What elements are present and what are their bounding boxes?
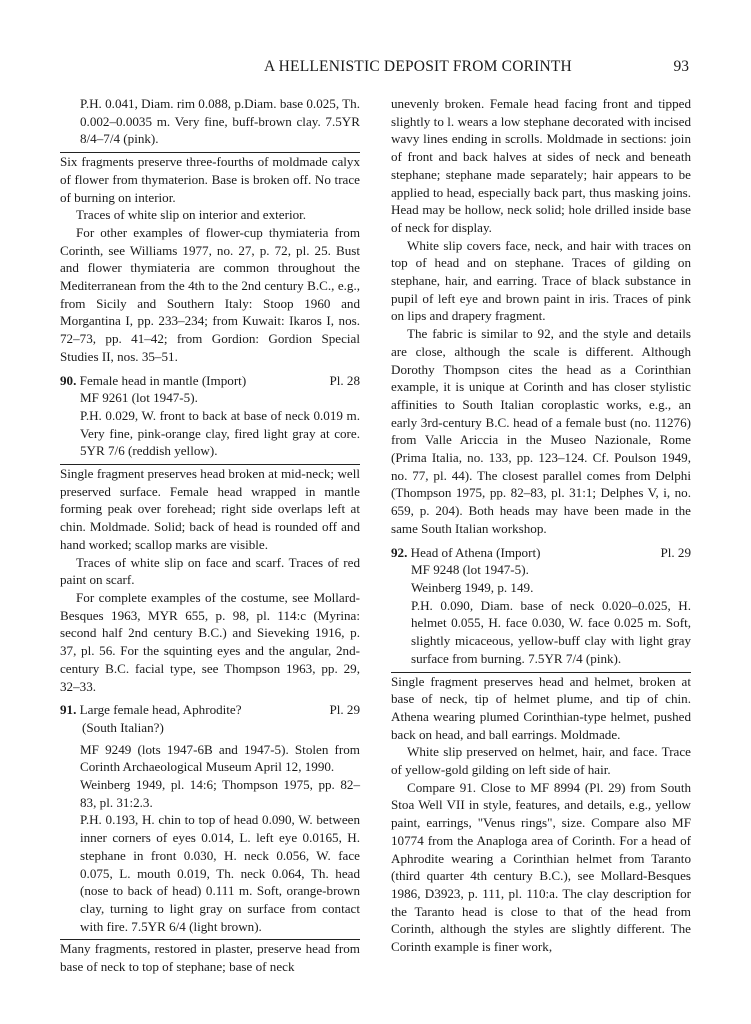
entry-89-comparanda: For other examples of flower-cup thymiateria from Corinth, see Williams 1977, no. 27, p. 72, pl. 25. Bust and flower thymiateria are common throughout the Mediterranean from the 4th to the 2nd century B.C., e.g., from Sicily and Southern Italy: Stoop 1960 and Morgantina I, pp. 233–234; from Kuwait: Ikaros I, nos. 72–73, pp. 41–42; from Gordion: Gordion Special Studies II, nos. 35–51. (60, 224, 360, 364)
entry-91-title: Large female head, Aphrodite? (79, 702, 242, 718)
entry-92-number: 92. (391, 544, 408, 560)
entry-92-comparanda: Compare 91. Close to MF 8994 (Pl. 29) from South Stoa Well VII in style, features, and details, e.g., yellow paint, earrings, "Venus rings", size. Compare also MF 10774 from the Anaploga area of Corinth. For a head of Aphrodite wearing a Corinthian helmet from Taranto (third quarter 4th century B.C.), see Mollard-Besques 1986, D3923, p. 111, pl. 110:a. The clay description for the Taranto head is close to that of the head from Corinth, although the styles are slightly different. The Corinth example is finer work, (391, 779, 691, 955)
entry-91-inventory: MF 9249 (lots 1947-6B and 1947-5). Stolen from Corinth Archaeological Museum April 12, 1990. (80, 741, 360, 775)
entry-90-number: 90. (60, 372, 77, 388)
entry-91-description-continued: unevenly broken. Female head facing front and tipped slightly to l. wears a low stephane decorated with incised wavy lines ending in scrolls. Moldmade in sections: join of front and back halves at sides of neck and beneath stephane; stephane made separately; hair appears to be applied to head, especially back part, thus masking joins. Head may be hollow, neck solid; hole drilled inside base of neck for display. (391, 96, 691, 235)
entry-92-heading (391, 544, 691, 562)
entry-92-description: Single fragment preserves head and helmet, broken at base of neck, tip of helmet plume, and tip of chin. Athena wearing plumed Corinthian-type helmet, pushed back on head, and ball earrings. Moldmade. (391, 673, 691, 742)
entry-90-comparanda: For complete examples of the costume, see Mollard-Besques 1963, MYR 655, p. 98, pl. 114:c (Myrina: second half 2nd century B.C.) and Sieveking 1916, p. 37, pl. 56. For the squinting eyes and the angular, 2nd-century B.C. facial type, see Thompson 1963, pp. 29, 32–33. (60, 589, 360, 694)
running-title: A HELLENISTIC DEPOSIT FROM CORINTH (264, 58, 572, 75)
entry-91-description: Many fragments, restored in plaster, preserve head from base of neck to top of stephane; base of neck (60, 941, 360, 975)
entry-89-slip: Traces of white slip on interior and exterior. (76, 207, 307, 223)
entry-92-plate: Pl. 29 (660, 544, 691, 560)
entry-92-title: Head of Athena (Import) (410, 544, 541, 560)
entry-90-description: Single fragment preserves head broken at mid-neck; well preserved surface. Female head wrapped in mantle forming peak over forehead; right side overlaps left at chin. Moldmade. Solid; back of head is rounded off and hand worked; scallop marks are visible. (60, 466, 360, 552)
entry-91-plate: Pl. 29 (329, 702, 360, 718)
right-column (391, 95, 691, 956)
entry-92-inventory: MF 9248 (lot 1947-5). (411, 562, 529, 578)
entry-90-title: Female head in mantle (Import) (79, 372, 247, 388)
entry-91-measurements: P.H. 0.193, H. chin to top of head 0.090, W. between inner corners of eyes 0.014, L. left eye 0.0165, H. stephane in front 0.030, H. neck 0.056, W. face 0.075, L. mouth 0.019, Th. neck 0.064, Th. head (nose to back of head) 0.111 m. Soft, orange-brown clay, turning to light gray on surface from contact with fire. 7.5YR 6/4 (light brown). (80, 812, 360, 934)
entry-91-slip: White slip covers face, neck, and hair with traces on top of head and on stephane. Traces of gilding on stephane, hair, and earring. Trace of black substance in pupil of left eye and brown paint in iris. Traces of pink on lips and drapery fragment. (391, 237, 691, 324)
entry-89-description: Six fragments preserve three-fourths of moldmade calyx of flower from thymaterion. Base is broken off. No trace of burning on interior. (60, 154, 360, 205)
entry-90-measurements: P.H. 0.029, W. front to back at base of neck 0.019 m. Very fine, pink-orange clay, fired light gray at core. 5YR 7/6 (reddish yellow). (80, 407, 360, 459)
entry-91-subtitle: (South Italian?) (82, 719, 164, 735)
entry-90-heading (60, 372, 360, 390)
entry-91-heading (60, 701, 360, 719)
entry-91-literature: Weinberg 1949, pl. 14:6; Thompson 1975, pp. 82–83, pl. 31:2.3. (80, 777, 360, 810)
entry-92-slip: White slip preserved on helmet, hair, and face. Trace of yellow-gold gilding on left side of hair. (391, 744, 691, 778)
left-column (60, 95, 360, 976)
entry-90-inventory: MF 9261 (lot 1947-5). (80, 390, 198, 406)
entry-89-measurements: P.H. 0.041, Diam. rim 0.088, p.Diam. base 0.025, Th. 0.002–0.0035 m. Very fine, buff-brown clay. 7.5YR 8/4–7/4 (pink). (80, 96, 360, 147)
entry-90-slip: Traces of white slip on face and scarf. Traces of red paint on scarf. (60, 554, 360, 588)
entry-92-measurements: P.H. 0.090, Diam. base of neck 0.020–0.025, H. helmet 0.055, H. face 0.030, W. face 0.025 m. Soft, slightly micaceous, yellow-buff clay with light gray surface from burning. 7.5YR 7/4 (pink). (411, 597, 691, 666)
entry-91-number: 91. (60, 702, 77, 718)
entry-90-plate: Pl. 28 (329, 372, 360, 388)
entry-92-literature: Weinberg 1949, p. 149. (411, 579, 534, 595)
entry-91-comparanda: The fabric is similar to 92, and the style and details are close, although the scale is different. Although Dorothy Thompson cites the head as a Corinthian example, it is unique at Corinth and has closer stylistic affinities to South Italian coroplastic works, e.g., an early 3rd-century B.C. head of a female bust (no. 11276) from Valle Ariccia in the Museo Nazionale, Rome (Prima Italia, no. 133, pp. 123–124. Cf. Poulson 1949, no. 77, pl. 44). The closest parallel comes from Delphi (Thompson 1975, pp. 82–83, pl. 31:1; Delphes V, i, no. 659, p. 204). Both heads may have been made in the same South Italian workshop. (391, 326, 691, 536)
page-number: 93 (673, 58, 689, 75)
